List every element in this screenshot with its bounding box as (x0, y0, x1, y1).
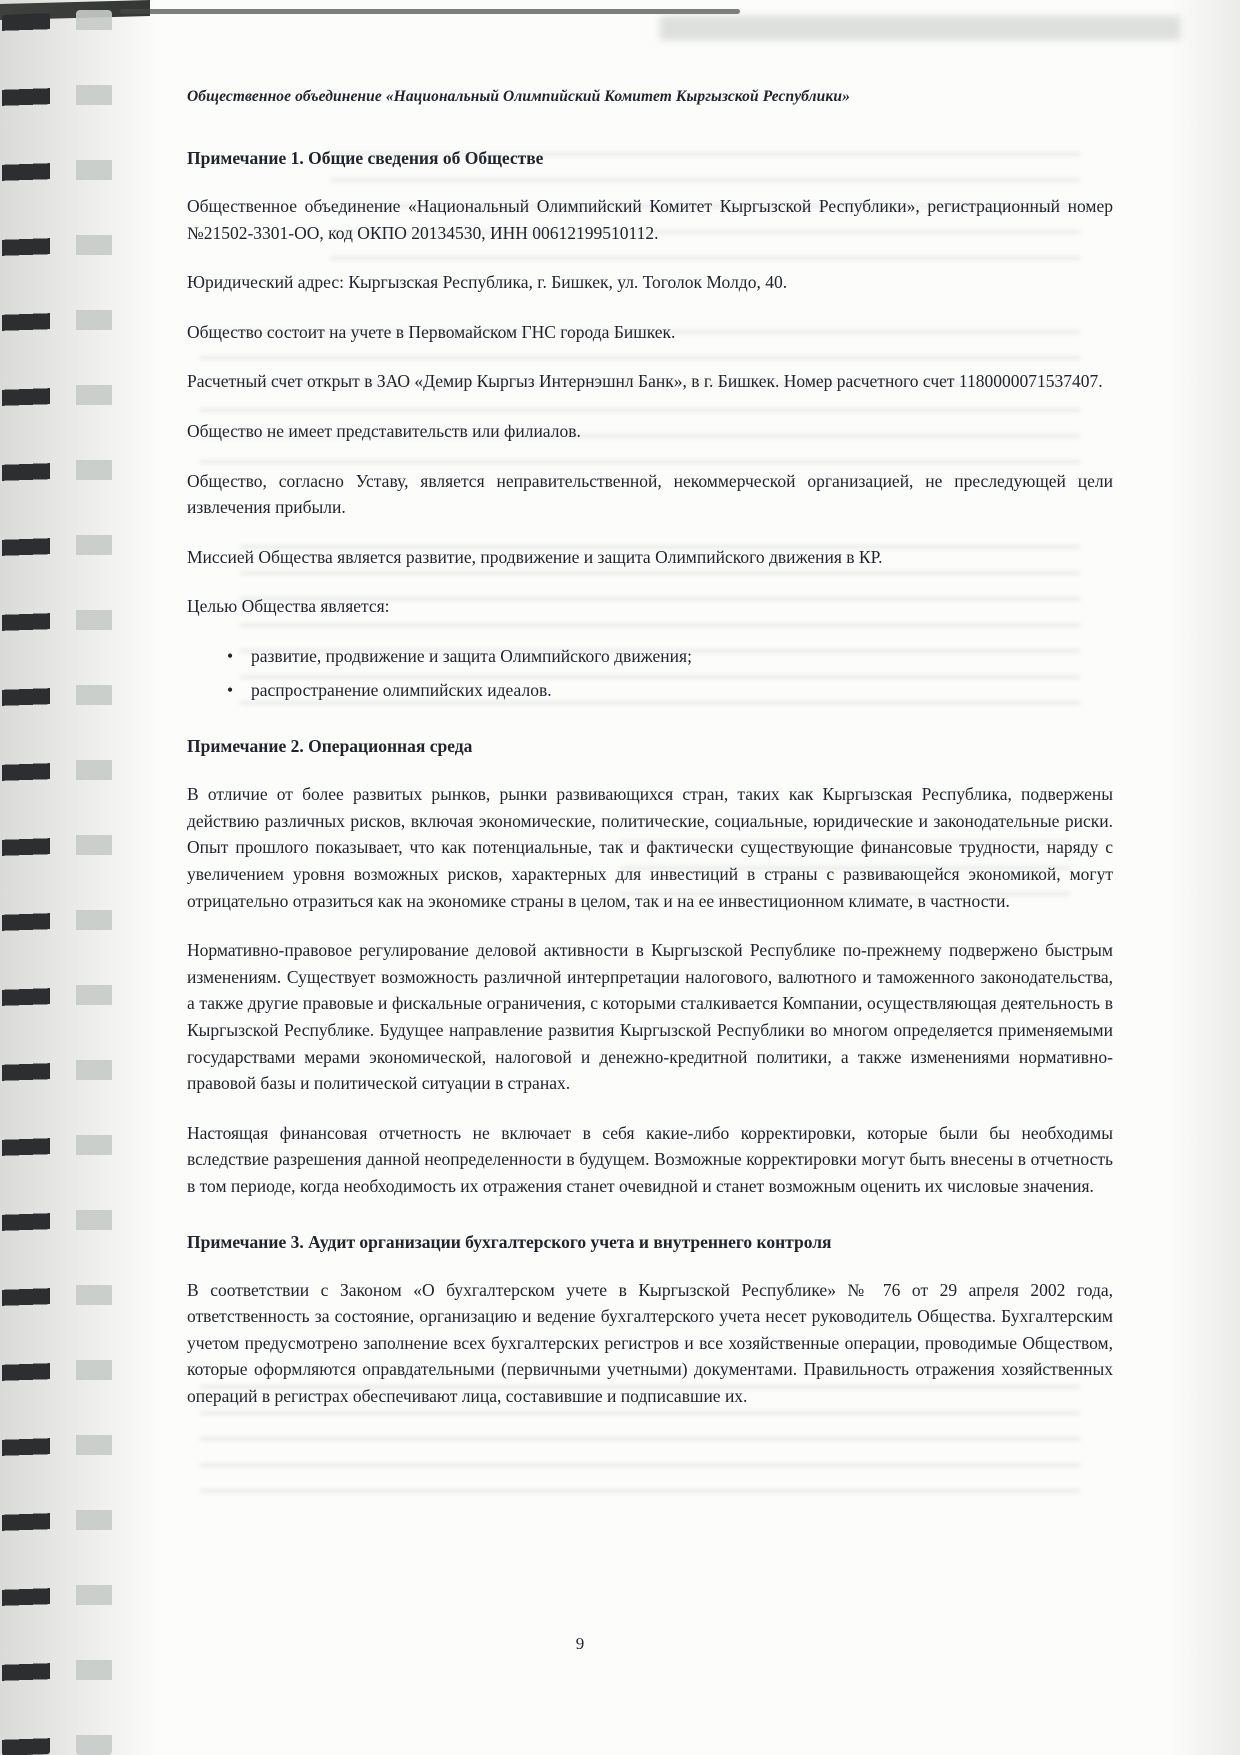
note1-paragraph: Расчетный счет открыт в ЗАО «Демир Кыргыз Интернэшнл Банк», в г. Бишкек. Номер расчетного счет 1180000071537407. (187, 371, 1103, 392)
comb-binding-holes (76, 10, 112, 1755)
comb-binding-teeth (2, 13, 50, 1755)
note2-paragraph: Нормативно-правовое регулирование деловой активности в Кыргызской Республике по-прежнему подвержено быстрым изменениям. Существует возможность различной интерпретации налогового, валютного и таможенного законодательства, а также другие правовые и фискальные ограничения, с которыми сталкивается Компании, осуществляющая деятельность в Кыргызской Республике. Будущее направление развития Кыргызской Республики во многом определяется применяемыми государствами мерами экономической, налоговой и денежно-кредитной политики, а также изменениями нормативно-правовой базы и политической ситуации в странах. (187, 940, 1113, 1094)
document-content (187, 88, 1113, 1432)
goals-list-item: • распространение олимпийских идеалов. (227, 677, 1113, 704)
note2-paragraph: В отличие от более развитых рынков, рынки развивающихся стран, таких как Кыргызская Республика, подвержены действию различных рисков, включая экономические, политические, социальные, юридические и законодательные риски. Опыт прошлого показывает, что как потенциальные, так и фактически существующие финансовые трудности, наряду с увеличением уровня возможных рисков, характерных для инвестиций в страны с развивающейся экономикой, могут отрицательно отразиться как на экономике страны в целом, так и на ее инвестиционном климате, в частности. (187, 784, 1113, 911)
note1-paragraph: Миссией Общества является развитие, продвижение и защита Олимпийского движения в КР. (187, 546, 883, 567)
scan-right-shadow (1170, 0, 1240, 1755)
note2-heading: Примечание 2. Операционная среда (187, 736, 473, 757)
page-number: 9 (575, 1634, 585, 1653)
note1-paragraph: Целью Общества является: (187, 596, 390, 617)
note3-heading: Примечание 3. Аудит организации бухгалтерского учета и внутреннего контроля (187, 1231, 832, 1252)
note2-paragraph: Настоящая финансовая отчетность не включает в себя какие-либо корректировки, которые были бы необходимы вследствие разрешения данной неопределенности в будущем. Возможные корректировки могут быть внесены в отчетность в том периоде, когда необходимость их отражения станет очевидной и станет возможным оценить их числовые значения. (187, 1122, 1113, 1196)
note3-paragraph: В соответствии с Законом «О бухгалтерском учете в Кыргызской Республике» № 76 от 29 апреля 2002 года, ответственность за состояние, организацию и ведение бухгалтерского учета несет руководитель Общества. Бухгалтерским учетом предусмотрено заполнение всех бухгалтерских регистров и все хозяйственные операции, проводимые Обществом, которые оформляются оправдательными (первичными учетными) документами. Правильность отражения хозяйственных операций в регистрах обеспечивают лица, составившие и подписавшие их. (187, 1279, 1113, 1406)
goals-list (227, 643, 1113, 704)
scan-top-edge-line (120, 9, 740, 14)
note1-paragraph: Общество не имеет представительств или филиалов. (187, 420, 581, 441)
note1-heading: Примечание 1. Общие сведения об Обществе (187, 148, 544, 168)
goals-list-item: • развитие, продвижение и защита Олимпийского движения; (227, 643, 1113, 670)
note1-paragraph: Юридический адрес: Кыргызская Республика, г. Бишкек, ул. Тоголок Молдо, 40. (187, 272, 788, 293)
note1-paragraph: Общество состоит на учете в Первомайском ГНС города Бишкек. (187, 321, 676, 342)
scan-top-smudge (660, 16, 1180, 40)
note1-paragraph: Общество, согласно Уставу, является неправительственной, некоммерческой организацией, не преследующей цели извлечения прибыли. (187, 470, 1113, 518)
document-header: Общественное объединение «Национальный Олимпийский Комитет Кыргызской Республики» (187, 88, 850, 105)
note1-paragraph: Общественное объединение «Национальный Олимпийский Комитет Кыргызской Республики», регистрационный номер №21502-3301-ОО, код ОКПО 20134530, ИНН 00612199510112. (187, 196, 1113, 243)
